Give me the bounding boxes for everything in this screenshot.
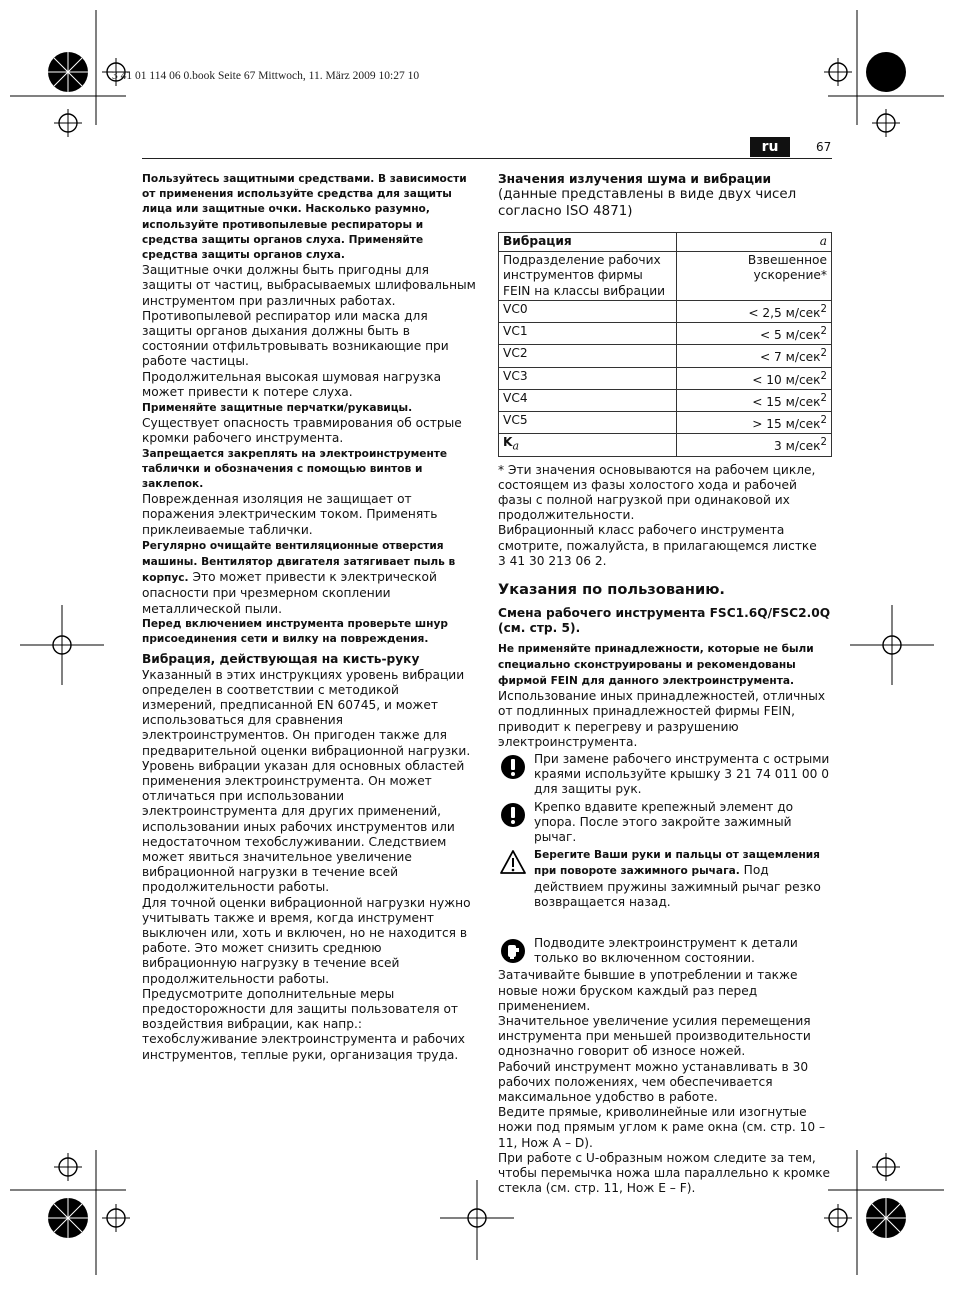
table-cell-label: VC4 bbox=[499, 389, 677, 411]
labels-warning: Запрещается закреплять на электроинструменте таблички и обозначения с помощью винтов и заклепок. bbox=[142, 447, 448, 491]
table-cell-value: < 10 м/сек$^2$ bbox=[677, 367, 832, 389]
table-cell-label: VC5 bbox=[499, 412, 677, 434]
positions-paragraph: Рабочий инструмент можно устанавливать в 30 рабочих положениях, чем обеспечивается максимальное удобство в работе. bbox=[498, 1059, 809, 1104]
wear-paragraph: Значительное увеличение усилия перемещения инструмента при меньшей производительности однозначно говорит об износе ножей. bbox=[498, 1013, 811, 1059]
table-row bbox=[499, 412, 832, 434]
table-cell-label: VC2 bbox=[499, 345, 677, 367]
exclamation-icon bbox=[500, 802, 526, 828]
vibration-class-number: 3 41 30 213 06 2. bbox=[498, 553, 607, 568]
language-badge: ru bbox=[750, 137, 790, 157]
table-cell-value: Взвешенное ускорение* bbox=[677, 252, 832, 301]
table-row bbox=[499, 300, 832, 322]
vibration-paragraph-1: Указанный в этих инструкциях уровень вибрации определен в соответствии с методикой измерений, предписанной EN 60745, и может использоваться для сравнения электроинструментов. Он пригоден также для предварительной оценки вибрационной нагрузки. bbox=[142, 667, 471, 758]
vibration-class-note: Вибрационный класс рабочего инструмента смотрите, пожалуйста, в прилагающемся листке bbox=[498, 523, 817, 553]
power-tool-icon bbox=[500, 938, 526, 964]
noise-subheading: (данные представлены в виде двух чисел согласно ISO 4871) bbox=[498, 187, 797, 219]
table-cell-value: > 15 м/сек$^2$ bbox=[677, 412, 832, 434]
cord-check-warning: Перед включением инструмента проверьте шнур присоединения сети и вилку на повреждения. bbox=[142, 617, 448, 646]
table-header-row bbox=[499, 233, 832, 252]
note-sharp-edges: При замене рабочего инструмента с острыми краями используйте крышку 3 21 74 011 00 0 для защиты рук. bbox=[498, 752, 832, 798]
vibration-paragraph-4: Предусмотрите дополнительные меры предосторожности для защиты пользователя от воздействия вибрации, как напр.: техобслуживание электроинструмента и рабочих инструментов, теплые руки, организация труда. bbox=[142, 986, 465, 1062]
warning-clamp-lever: Берегите Ваши руки и пальцы от защемления при повороте зажимного рычага. Под действием пружины зажимный рычаг резко возвращается назад. bbox=[498, 847, 832, 910]
table-cell-value: < 7 м/сек$^2$ bbox=[677, 345, 832, 367]
header-rule bbox=[142, 158, 832, 159]
noise-heading: Значения излучения шума и вибрации bbox=[498, 172, 772, 186]
right-column bbox=[498, 172, 832, 1196]
warning-triangle-icon bbox=[500, 849, 526, 875]
gloves-paragraph: Применяйте защитные перчатки/рукавицы. Существует опасность травмирования об острые кромки рабочего инструмента. bbox=[142, 402, 462, 446]
table-cell-value: < 15 м/сек$^2$ bbox=[677, 389, 832, 411]
table-cell-label: VC1 bbox=[499, 323, 677, 345]
cuts-paragraph: Ведите прямые, криволинейные или изогнутые ножи под прямым углом к раме окна (см. стр. 10 – 11, Нож A – D). bbox=[498, 1105, 826, 1150]
accessories-paragraph: Не применяйте принадлежности, которые не были специально сконструированы и рекомендованы фирмой FEIN для данного электроинструмента. Использование иных принадлежностей, отличных от подлинных принадлежностей фирмы FEIN, приводит к перегреву и разрушению электроинструмента. bbox=[498, 642, 826, 749]
table-row bbox=[499, 434, 832, 456]
sharpen-paragraph: Затачивайте бывшие в употреблении и также новые ножи бруском каждый раз перед применением. bbox=[498, 968, 798, 1013]
table-cell-value: < 2,5 м/сек$^2$ bbox=[677, 300, 832, 322]
noise-paragraph: Продолжительная высокая шумовая нагрузка может привести к потере слуха. bbox=[142, 369, 442, 399]
table-header-vibration: Вибрация bbox=[499, 233, 677, 252]
table-row bbox=[499, 367, 832, 389]
table-cell-label: Подразделение рабочих инструментов фирмы FEIN на классы вибрации bbox=[499, 252, 677, 301]
table-cell-label: VC0 bbox=[499, 300, 677, 322]
table-footnote: * Эти значения основываются на рабочем цикле, состоящем из фазы холостого хода и рабочей фазы с полной нагрузкой при одинаковой их продолжительности. bbox=[498, 462, 816, 523]
vibration-table bbox=[498, 232, 832, 456]
tool-change-heading: Смена рабочего инструмента FSC1.6Q/FSC2.0Q (см. стр. 5). bbox=[498, 606, 831, 636]
table-row bbox=[499, 252, 832, 301]
print-header-info: 3 41 01 114 06 0.book Seite 67 Mittwoch, 11. März 2009 10:27 10 bbox=[112, 70, 420, 82]
ventilation-paragraph: Регулярно очищайте вентиляционные отверстия машины. Вентилятор двигателя затягивает пыль в корпус. Это может привести к электрической опасности при чрезмерном скоплении металлической пыли. bbox=[142, 539, 456, 616]
table-cell-label: $K_a$ bbox=[499, 434, 677, 456]
table-header-alpha: a bbox=[677, 233, 832, 252]
table-row bbox=[499, 323, 832, 345]
u-knife-paragraph: При работе с U-образным ножом следите за тем, чтобы перемычка ножа шла параллельно к кромке стекла (см. стр. 11, Нож E – F). bbox=[498, 1150, 831, 1196]
insulation-paragraph: Поврежденная изоляция не защищает от поражения электрическим током. Применять приклеиваемые таблички. bbox=[142, 492, 438, 537]
usage-heading: Указания по пользованию. bbox=[498, 581, 725, 599]
note-press-element: Крепко вдавите крепежный элемент до упора. После этого закройте зажимный рычаг. bbox=[498, 800, 832, 846]
note-switched-on: Подводите электроинструмент к детали только во включенном состоянии. bbox=[498, 936, 832, 966]
left-column bbox=[142, 172, 476, 1063]
table-cell-value: 3 м/сек$^2$ bbox=[677, 434, 832, 456]
goggles-paragraph: Защитные очки должны быть пригодны для защиты от частиц, выбрасываемых шлифовальным инструментом при различных работах. bbox=[142, 263, 476, 308]
table-cell-label: VC3 bbox=[499, 367, 677, 389]
table-row bbox=[499, 345, 832, 367]
table-cell-value: < 5 м/сек$^2$ bbox=[677, 323, 832, 345]
exclamation-icon bbox=[500, 754, 526, 780]
respirator-paragraph: Противопылевой респиратор или маска для защиты органов дыхания должны быть в состоянии отфильтровывать возникающие при работе частицы. bbox=[142, 308, 449, 369]
protective-gear-warning: Пользуйтесь защитными средствами. В зависимости от применения используйте средства для защиты лица или защитные очки. Насколько разумно, используйте противопылевые респираторы и средства защиты органов слуха. Применяйте средства защиты органов слуха. bbox=[142, 173, 467, 262]
page-number: 67 bbox=[816, 140, 832, 154]
vibration-heading: Вибрация, действующая на кисть-руку bbox=[142, 652, 420, 667]
table-row bbox=[499, 389, 832, 411]
vibration-paragraph-3: Для точной оценки вибрационной нагрузки нужно учитывать также и время, когда инструмент выключен или, хоть и включен, но не находится в работе. Это может снизить среднюю вибрационную нагрузку в течение всей продолжительности работы. bbox=[142, 895, 471, 986]
vibration-paragraph-2: Уровень вибрации указан для основных областей применения электроинструмента. Он может отличаться при использовании электроинструмента для других применений, использовании иных рабочих инструментов или недостаточном техобслуживании. Следствием может явиться значительное увеличение вибрационной нагрузки в течение всей продолжительности работы. bbox=[142, 758, 465, 895]
